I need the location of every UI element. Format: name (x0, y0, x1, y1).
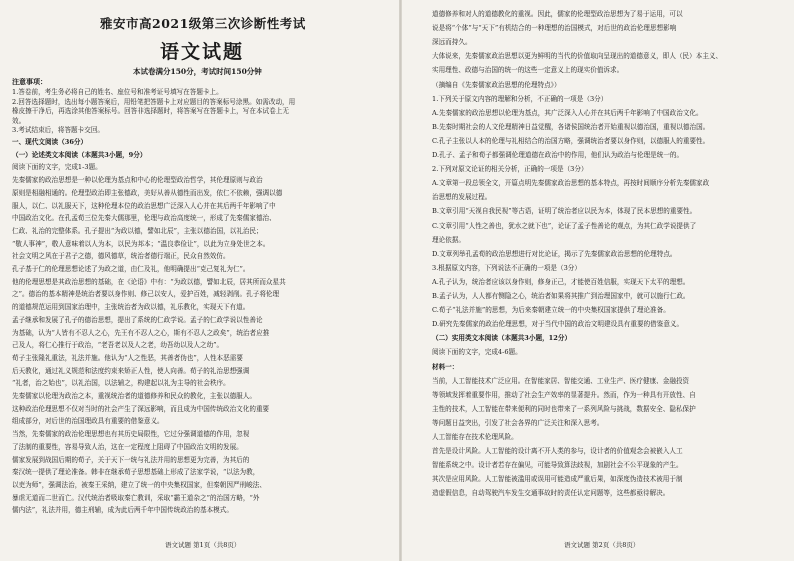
question-line: （摘编自《先秦儒家政治思想的伦理特点》） (432, 80, 561, 89)
passage-line: 后天教化，通过礼义规范和法度约束来矫正人性，使人向善。荀子的礼治思想强调 (12, 366, 250, 375)
question-line: B.孟子认为，人人都有恻隐之心，统治者如果将其推广到治理国家中，就可以施行仁政。 (432, 292, 690, 300)
question-line: 理论依据。 (432, 235, 465, 244)
question-line: 当前，人工智能技术广泛应用。在智能家居、智能交通、工业生产、医疗健康、金融投资 (432, 376, 690, 385)
passage-line: 荀子主张隆礼重法，礼法并施。他认为“人之性恶，其善者伪也”，人性本恶需要 (12, 353, 243, 362)
passage-line: 阅读下面的文字，完成1-3题。 (12, 163, 102, 172)
question-line: C.孔子主张以人本的伦理与礼相结合的治国方略，强调统治者要以身作则，以德服人的重要性。 (432, 136, 710, 145)
notice-line: 1.答卷前，考生务必将自己的姓名、座位号和准考证号填写在答题卡上。 (12, 88, 223, 96)
page-2 (402, 0, 794, 561)
question-line: 说是将“个体”与“天下”有机结合的一种理想的治国模式，对后世的政治伦理思想影响 (432, 24, 677, 33)
notice-line: 橡皮擦干净后，再选涂其他答案标号。回答非选择题时，将答案写在答题卡上，写在本试卷上无 (12, 107, 289, 115)
question-line: 道德修养和对人的道德教化的重视。因此，儒家的伦理型政治思想为了易于运用，可以 (432, 10, 683, 18)
passage-line: 仁政、礼治的完整体系。孔子提出“为政以德，譬如北辰”，主张以德治国，以礼治民； (12, 226, 263, 235)
passage-line: 服人，以仁、以礼服天下，这种伦理本位的政治思想广泛深入人心并在其后两千年影响了中 (12, 201, 276, 210)
question-line: 人工智能存在技术伦理风险。 (432, 433, 518, 441)
passage-line: 了法制的重要性，容易导致人治，这在一定程度上阻碍了中国政治文明的发展。 (12, 442, 243, 451)
passage-line: 己及人，将仁心推行于政治，“老吾老以及人之老，幼吾幼以及人之幼”。 (12, 341, 224, 350)
question-line: 材料一： (432, 362, 459, 371)
question-line: D.研究先秦儒家的政治伦理思想，对于当代中国的政治文明建设具有重要的借鉴意义。 (432, 320, 684, 329)
passage-line: 社会文明之风在于君子之德，德风德草，统治者德行端正，民众自然效仿。 (12, 252, 230, 261)
question-line: 等领域发挥着重要作用，推动了社会生产效率的显著提升。然而，作为一种具有开放性、自 (432, 390, 696, 399)
question-line: C.文章引用“人性之善也，犹水之就下也”，论证了孟子性善论的观点，为其仁政学说提供了 (432, 221, 697, 230)
score-time: 本试卷满分150分，考试时间150分钟 (133, 67, 262, 76)
passage-line: 他的伦理思想是其政治思想的基础，在《论语》中有：“为政以德，譬如北辰，居其所而众星共 (12, 277, 286, 286)
passage-line: 儒内法”，礼法并用，德主刑辅，成为此后两千年中国传统政治的基本模式。 (12, 506, 233, 515)
question-line: A.先秦儒家的政治思想以伦理为基点，其广泛深入人心并在其后两千年影响了中国政治文化。 (432, 108, 703, 117)
passage-line: 原则是相融相通的。伦理型政治即主张德政，美好从善从德性而出发，依仁不依赖，强调以德 (12, 188, 283, 197)
question-line: 其次是应用风险。人工智能被滥用或误用可能造成严重后果，如深度伪造技术被用于制 (432, 475, 683, 484)
question-line: 3.根据原文内容，下列说法不正确的一项是（3分） (432, 263, 581, 272)
passage-line: 一、现代文阅读（36分） (12, 138, 88, 146)
question-line: B.先秦时期社会的人文伦理精神日益觉醒，各诸侯国统治者开始重视以德治国，重视以德治国。 (432, 122, 710, 131)
question-line: B.文章引用“天视自我民视”等古语，证明了统治者应以民为本，体现了民本思想的重要性。 (432, 207, 697, 216)
question-line: 造虚假信息，自动驾驶汽车发生交通事故时的责任认定问题等，这些都亟待解决。 (432, 489, 670, 498)
question-line: 2.下列对原文论证的相关分析，正确的一项是（3分） (432, 165, 588, 174)
question-line: 首先是设计风险。人工智能的设计离不开人类的参与，设计者的价值观念会被嵌入人工 (432, 447, 683, 456)
notice-line: 2.回答选择题时，选出每小题答案后，用铅笔把答题卡上对应题目的答案标号涂黑。如需改动，用 (12, 97, 296, 106)
question-line: 大体说来，先秦儒家政治思想以更为鲜明的当代的价值取向呈现出的道德意义，即人（民）本主义、 (432, 52, 723, 61)
passage-line: 孟子继承和发展了孔子的德治思想，提出了系统的仁政学说。孟子的仁政学说以性善论 (12, 315, 263, 324)
question-line: （二）实用类文本阅读（本题共3小题，12分） (432, 334, 572, 343)
subject-title: 语文试题 (160, 41, 245, 63)
question-line: 智能系统之中。设计者若存在偏见，可能导致算法歧视，加剧社会不公平现象的产生。 (432, 461, 683, 470)
notice-line: 3.考试结束后，将答题卡交回。 (12, 126, 105, 134)
question-line: 深远而持久。 (432, 38, 472, 47)
question-line: 治思想的发展过程。 (432, 193, 492, 202)
passage-line: 秦汉统一提供了理论准备。韩非在继承荀子思想基础上形成了法家学说，“以法为教， (12, 468, 260, 477)
question-line: D.文章列举孔孟荀的政治思想进行对比论证，揭示了先秦儒家政治思想的伦理特点。 (432, 249, 677, 258)
passage-line: 先秦儒家以伦理为政治之本，重视统治者的道德修养和民众的教化，主张以德服人。 (12, 392, 256, 400)
passage-line: （一）论述类文本阅读（本题共3小题，9分） (12, 150, 147, 159)
passage-line: 之”。德治的基本精神是统治者要以身作则、修己以安人，爱护百姓，减轻剥削。孔子将伦理 (12, 290, 280, 299)
passage-line: 以吏为师”，强调法治，被秦王采纳，建立了统一的中央集权国家，但秦朝因严刑峻法、 (12, 480, 266, 489)
passage-line: 为基础，认为“人皆有不忍人之心，先王有不忍人之心，斯有不忍人之政矣”，统治者应推 (12, 328, 270, 337)
passage-line: 孔子基于仁的伦理思想论述了为政之道，由仁及礼，他明确提出“克己复礼为仁”。 (12, 265, 250, 273)
passage-line: 当然，先秦儒家的政治伦理思想也有其历史局限性，它过分强调道德的作用，忽视 (12, 430, 250, 439)
question-line: 实用理性、政德与治国的统一的这些一定意义上的现实价值诉求。 (432, 66, 624, 75)
passage-line: 这种政治伦理思想不仅对当时的社会产生了深远影响，而且成为中国传统政治文化的重要 (12, 404, 270, 413)
passage-line: “礼者，治之始也”，以礼治国，以法辅之，构建起以礼为主导的社会秩序。 (12, 379, 230, 388)
passage-line: 中国政治文化。在孔孟荀三位先秦大儒那里，伦理与政治高度统一，形成了先秦儒家德治、 (12, 214, 276, 223)
notice-line: 效。 (12, 116, 26, 125)
question-line: C.荀子“礼法并施”的思想，为后来秦朝建立统一的中央集权国家提供了理论准备。 (432, 306, 670, 315)
exam-title: 雅安市高2021级第三次诊断性考试 (100, 16, 306, 31)
passage-line: 先秦儒家的政治思想是一种以伦理为基点和中心的伦理型政治哲学，其伦理原则与政治 (12, 176, 263, 185)
passage-line: 儒家发展到战国后期的荀子，关于天下一统与礼法并用的思想更为完善，为其后的 (12, 455, 250, 464)
question-line: A.文章第一段总领全文，开篇点明先秦儒家政治思想的基本特点，再按时间顺序分析先秦儒家政 (432, 179, 710, 188)
question-line: 阅读下面的文字，完成4-6题。 (432, 348, 522, 357)
question-line: A.孔子认为，统治者应该以身作则，修身正己，才能使百姓信服，实现天下太平的理想。 (432, 277, 690, 286)
notice-heading: 注意事项： (12, 78, 47, 86)
page-footer-2: 语文试题 第2页（共8页） (564, 541, 640, 549)
question-line: 等问题日益突出，引发了社会各界的广泛关注和深入思考。 (432, 418, 604, 427)
page-footer-1: 语文试题 第1页（共8页） (165, 541, 241, 549)
question-line: D.孔子、孟子和荀子都强调伦理道德在政治中的作用，他们认为政治与伦理是统一的。 (432, 151, 684, 159)
passage-line: 的道德规范运用到国家治理中，主张统治者为政以德，礼乐教化，实现天下有道。 (12, 303, 250, 312)
passage-line: 组成部分，对后世的治国理政具有重要的借鉴意义。 (12, 417, 164, 426)
passage-line: “敬人事神”，敬人意味着以人为本，以民为邦本；“温良恭俭让”，以此为立身处世之本。 (12, 239, 270, 248)
question-line: 1.下列关于原文内容的理解和分析，不正确的一项是（3分） (432, 94, 608, 103)
question-line: 主性的技术，人工智能在带来便利的同时也带来了一系列风险与挑战，数据安全、隐私保护 (432, 404, 696, 413)
passage-line: 暴虐无道而二世而亡。汉代统治者吸取秦亡教训，采取“霸王道杂之”的治国方略，“外 (12, 493, 260, 502)
